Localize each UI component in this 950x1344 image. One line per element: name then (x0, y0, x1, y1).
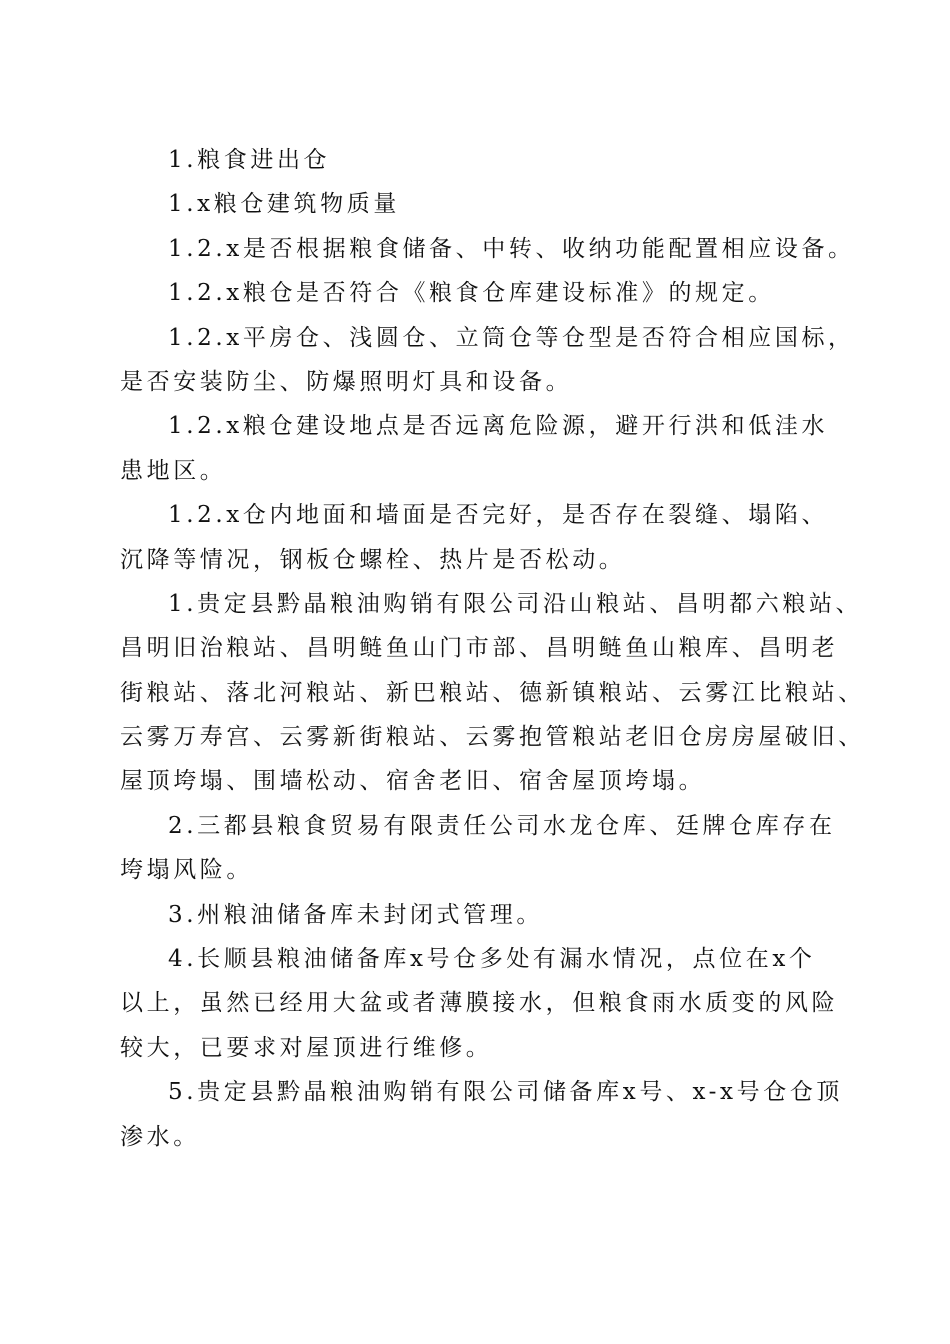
paragraph-line: 以上，虽然已经用大盆或者薄膜接水，但粮食雨水质变的风险 (120, 990, 839, 1017)
paragraph-line: 1.2.x粮仓是否符合《粮食仓库建设标准》的规定。 (168, 280, 775, 307)
paragraph-line: 渗水。 (120, 1123, 200, 1150)
paragraph-line: 街粮站、落北河粮站、新巴粮站、德新镇粮站、云雾江比粮站、 (120, 679, 865, 706)
paragraph (120, 404, 850, 493)
paragraph (120, 937, 850, 1070)
paragraph (120, 804, 850, 893)
document-body (120, 138, 865, 1159)
paragraph-line: 3.州粮油储备库未封闭式管理。 (168, 901, 543, 928)
paragraph-line: 1.2.x仓内地面和墙面是否完好，是否存在裂缝、塌陷、 (168, 502, 829, 529)
paragraph-line: 屋顶垮塌、围墙松动、宿舍老旧、宿舍屋顶垮塌。 (120, 768, 706, 795)
paragraph-line: 较大，已要求对屋顶进行维修。 (120, 1034, 493, 1061)
paragraph-line: 5.贵定县黔晶粮油购销有限公司储备库x号、x-x号仓仓顶 (168, 1079, 844, 1106)
paragraph (120, 1070, 850, 1159)
paragraph-line: 1.粮食进出仓 (168, 147, 331, 173)
paragraph (120, 271, 850, 315)
paragraph-line: 垮塌风险。 (120, 857, 253, 884)
paragraph-line: 2.三都县粮食贸易有限责任公司水龙仓库、廷牌仓库存在 (168, 812, 836, 839)
paragraph-line: 1.2.x是否根据粮食储备、中转、收纳功能配置相应设备。 (168, 235, 855, 262)
paragraph-line: 1.贵定县黔晶粮油购销有限公司沿山粮站、昌明都六粮站、 (168, 590, 863, 617)
paragraph (120, 138, 850, 182)
paragraph-line: 昌明旧治粮站、昌明鲢鱼山门市部、昌明鲢鱼山粮库、昌明老 (120, 635, 839, 662)
paragraph (120, 582, 865, 804)
paragraph-line: 1.x粮仓建筑物质量 (168, 191, 400, 218)
paragraph (120, 227, 855, 271)
paragraph-line: 1.2.x平房仓、浅圆仓、立筒仓等仓型是否符合相应国标， (168, 324, 855, 351)
paragraph-line: 沉降等情况，钢板仓螺栓、热片是否松动。 (120, 546, 626, 573)
paragraph-line: 云雾万寿宫、云雾新街粮站、云雾抱管粮站老旧仓房房屋破旧、 (120, 724, 865, 751)
paragraph (120, 316, 855, 405)
paragraph-line: 1.2.x粮仓建设地点是否远离危险源，避开行洪和低洼水 (168, 413, 829, 440)
paragraph (120, 893, 850, 937)
paragraph-line: 4.长顺县粮油储备库x号仓多处有漏水情况，点位在x个 (168, 946, 816, 973)
paragraph-line: 是否安装防尘、防爆照明灯具和设备。 (120, 368, 573, 395)
paragraph-line: 患地区。 (120, 457, 227, 484)
paragraph (120, 493, 850, 582)
paragraph (120, 182, 850, 226)
